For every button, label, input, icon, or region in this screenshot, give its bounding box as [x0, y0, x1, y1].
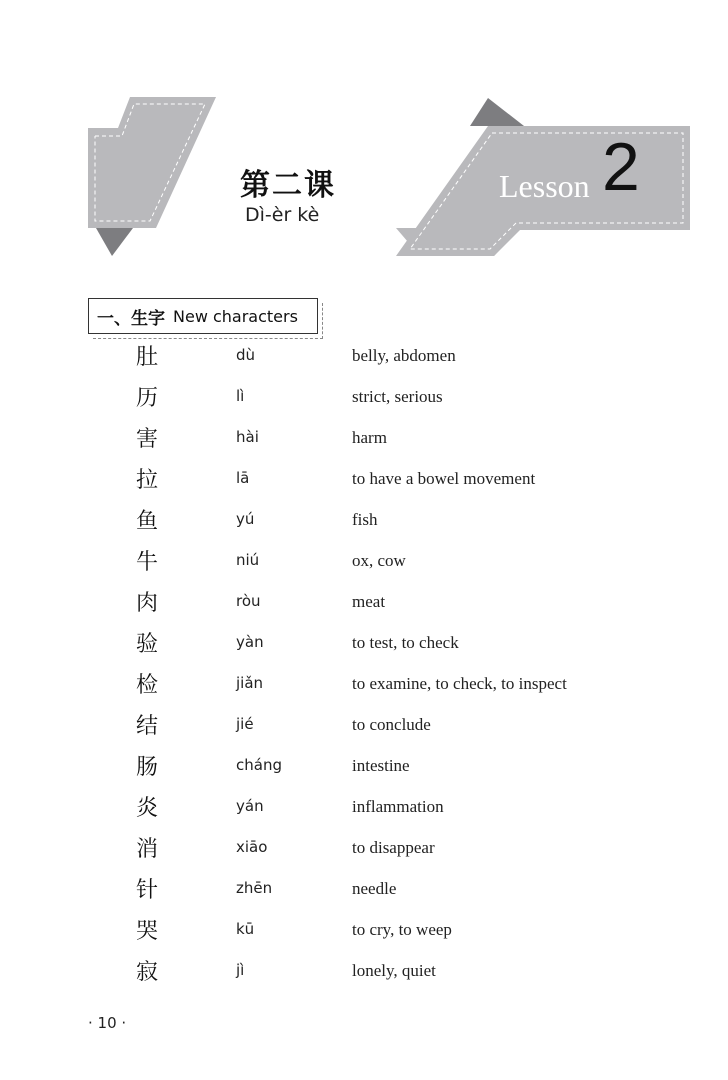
vocab-hanzi: 哭 — [136, 919, 159, 944]
vocab-pinyin: yàn — [236, 633, 264, 651]
vocab-pinyin: jiǎn — [236, 674, 264, 692]
vocab-meaning: strict, serious — [352, 387, 443, 406]
vocab-hanzi: 寂 — [136, 960, 159, 985]
vocab-row — [0, 463, 728, 504]
vocab-hanzi: 肉 — [136, 591, 159, 616]
vocab-row — [0, 914, 728, 955]
vocab-hanzi: 历 — [136, 386, 159, 411]
left-ribbon-shadow — [96, 228, 133, 256]
vocab-row — [0, 381, 728, 422]
vocab-hanzi: 针 — [136, 878, 159, 903]
section-heading-english: New characters — [173, 306, 298, 326]
vocab-meaning: lonely, quiet — [352, 961, 436, 980]
vocab-meaning: meat — [352, 592, 386, 611]
vocab-pinyin: dù — [236, 346, 256, 364]
section-heading-chinese: 一、生字 — [97, 308, 165, 329]
vocab-row — [0, 586, 728, 627]
vocab-row — [0, 955, 728, 996]
vocab-meaning: fish — [352, 510, 378, 529]
vocab-pinyin: lì — [236, 387, 245, 405]
vocab-meaning: ox, cow — [352, 551, 406, 570]
vocab-row — [0, 340, 728, 381]
vocab-pinyin: zhēn — [236, 879, 273, 897]
vocab-row — [0, 873, 728, 914]
section-heading — [88, 298, 318, 334]
left-ribbon — [88, 97, 216, 228]
lesson-number: 2 — [602, 129, 640, 205]
vocab-meaning: to conclude — [352, 715, 431, 734]
vocab-row — [0, 422, 728, 463]
vocab-hanzi: 害 — [136, 427, 159, 452]
vocab-pinyin: yú — [236, 510, 255, 528]
vocab-hanzi: 炎 — [136, 796, 159, 821]
vocab-meaning: to have a bowel movement — [352, 469, 536, 488]
vocab-hanzi: 肠 — [136, 755, 159, 780]
vocab-meaning: to cry, to weep — [352, 920, 452, 939]
vocab-meaning: belly, abdomen — [352, 346, 456, 365]
page-number: · 10 · — [88, 1014, 127, 1032]
vocab-hanzi: 肚 — [136, 345, 159, 370]
vocab-pinyin: jì — [236, 961, 245, 979]
vocab-hanzi: 消 — [136, 837, 159, 862]
lesson-title-chinese: 第二课 — [240, 168, 336, 203]
vocab-pinyin: xiāo — [236, 838, 268, 856]
vocab-row — [0, 791, 728, 832]
vocab-meaning: intestine — [352, 756, 410, 775]
vocab-row — [0, 545, 728, 586]
vocab-pinyin: kū — [236, 920, 255, 938]
right-ribbon-shadow — [470, 98, 524, 126]
lesson-label: Lesson — [499, 168, 590, 204]
vocab-hanzi: 检 — [136, 673, 159, 698]
vocab-meaning: harm — [352, 428, 387, 447]
vocab-pinyin: jié — [236, 715, 254, 733]
vocab-pinyin: cháng — [236, 756, 282, 774]
vocab-row — [0, 504, 728, 545]
vocab-row — [0, 709, 728, 750]
vocab-pinyin: ròu — [236, 592, 261, 610]
vocab-meaning: to disappear — [352, 838, 435, 857]
vocab-meaning: inflammation — [352, 797, 444, 816]
vocab-meaning: needle — [352, 879, 397, 898]
vocab-meaning: to examine, to check, to inspect — [352, 674, 567, 693]
vocab-pinyin: yán — [236, 797, 264, 815]
vocab-pinyin: lā — [236, 469, 250, 487]
vocab-hanzi: 验 — [136, 632, 159, 657]
vocab-hanzi: 结 — [136, 714, 159, 739]
vocab-row — [0, 832, 728, 873]
vocab-row — [0, 627, 728, 668]
vocab-hanzi: 牛 — [136, 550, 159, 575]
vocab-pinyin: niú — [236, 551, 260, 569]
vocab-row — [0, 750, 728, 791]
vocab-hanzi: 拉 — [136, 468, 159, 493]
lesson-title-pinyin: Dì-èr kè — [245, 204, 320, 226]
vocab-pinyin: hài — [236, 428, 259, 446]
vocab-row — [0, 668, 728, 709]
vocab-meaning: to test, to check — [352, 633, 459, 652]
vocab-hanzi: 鱼 — [136, 509, 159, 534]
